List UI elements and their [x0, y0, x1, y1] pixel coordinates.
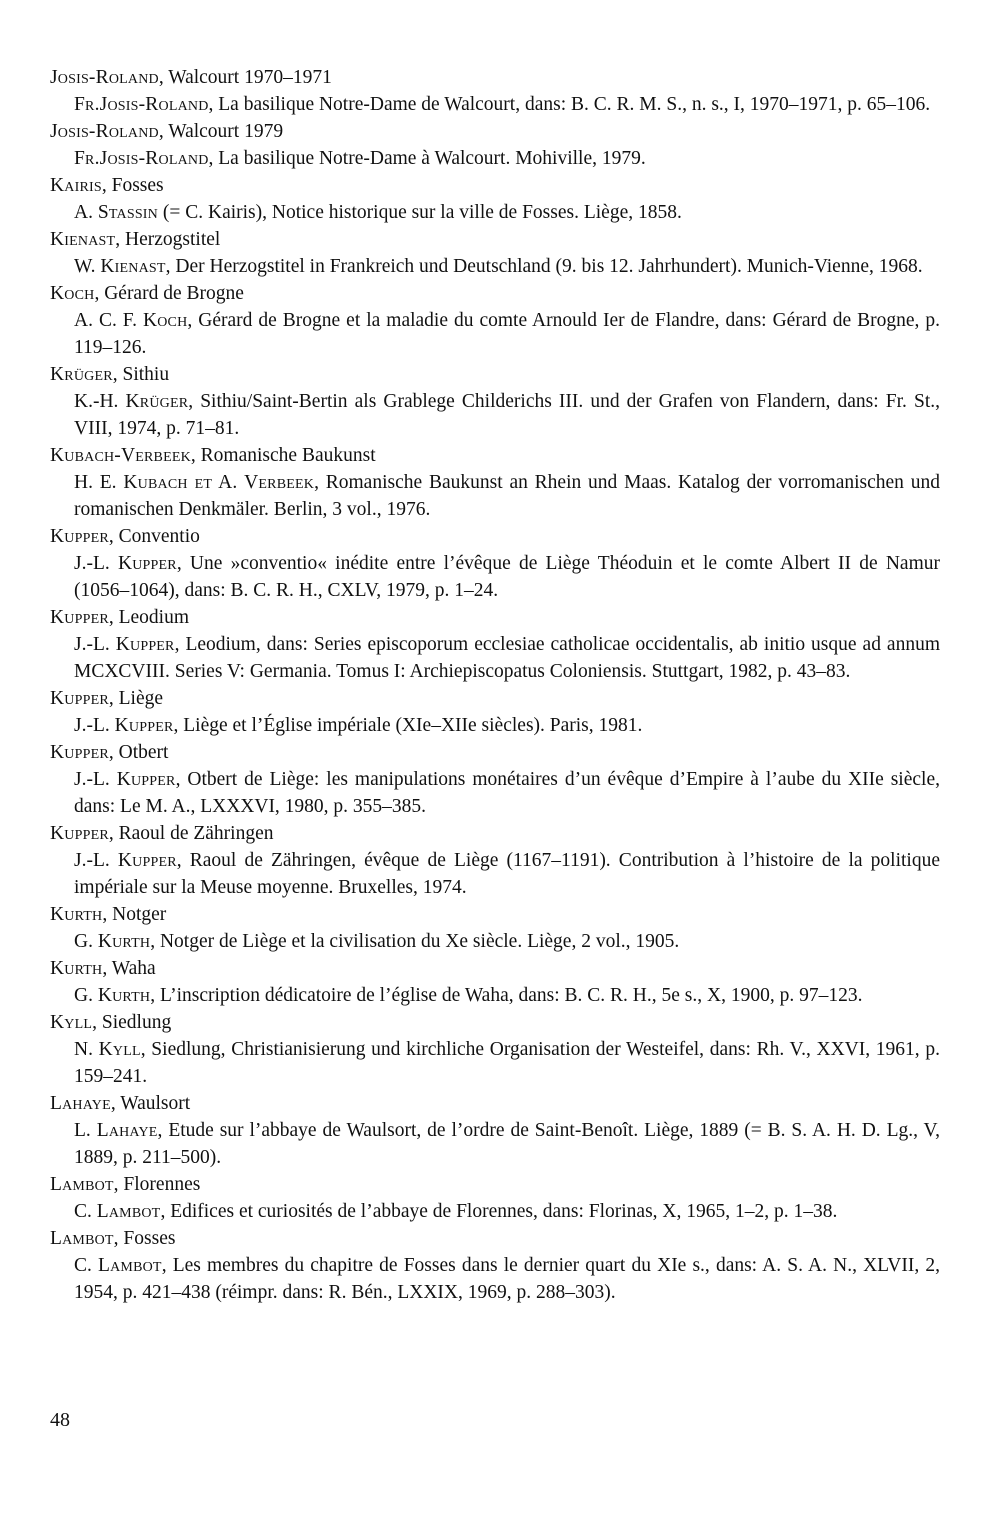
entry-short-author: Kupper [50, 526, 109, 547]
entry-ref-text: , La basilique Notre-Dame à Walcourt. Mohiville, 1979. [208, 148, 646, 169]
entry-full-reference [74, 1252, 940, 1306]
entry-ref-author: Kubach et A. Verbeek [123, 472, 315, 493]
entry-ref-text: , Gérard de Brogne et la maladie du comte Arnould Ier de Flandre, dans: Gérard de Brogne, p. 119–126. [74, 310, 940, 358]
bibliography-entry [50, 64, 940, 118]
entry-ref-text: , L’inscription dédicatoire de l’église de Waha, dans: B. C. R. H., 5e s., X, 1900, p. 97–123. [150, 985, 863, 1006]
bibliography-entry [50, 955, 940, 1009]
entry-ref-author: Kupper [116, 769, 176, 790]
entry-full-reference [74, 1117, 940, 1171]
bibliography-entry [50, 226, 940, 280]
entry-ref-text: , Notger de Liège et la civilisation du Xe siècle. Liège, 2 vol., 1905. [150, 931, 680, 952]
bibliography-entry [50, 523, 940, 604]
entry-short-title: , Waha [102, 958, 156, 979]
entry-short-title: , Florennes [113, 1174, 201, 1195]
entry-ref-text: , Sithiu/Saint-Bertin als Grablege Childerichs III. und der Grafen von Flandern, dans: Fr. St., VIII, 1974, p. 71–81. [74, 391, 940, 439]
entry-abbreviation [50, 442, 940, 469]
entry-ref-author: Kupper [114, 715, 174, 736]
entry-ref-initials: C. [74, 1255, 99, 1276]
entry-short-title: , Herzogstitel [115, 229, 221, 250]
entry-ref-author: Lahaye [96, 1120, 158, 1141]
entry-ref-text: , Siedlung, Christianisierung und kirchliche Organisation der Westeifel, dans: Rh. V., XXVI, 1961, p. 159–241. [74, 1039, 940, 1087]
entry-ref-author: Kurth [97, 931, 151, 952]
entry-abbreviation [50, 118, 940, 145]
entry-ref-text: , Leodium, dans: Series episcoporum ecclesiae catholicae occidentalis, ab initio usque ad annum MCXCVIII. Series V: Germania. Tomus I: Archiepiscopatus Coloniensis. Stuttgart, 1982, p. 43–83. [74, 634, 940, 682]
entry-ref-text: , Etude sur l’abbaye de Waulsort, de l’ordre de Saint-Benoît. Liège, 1889 (= B. S. A. H. D. Lg., V, 1889, p. 211–500). [74, 1120, 940, 1168]
entry-ref-initials: G. [74, 985, 98, 1006]
entry-abbreviation [50, 64, 940, 91]
entry-abbreviation [50, 1090, 940, 1117]
entry-ref-author: Lambot [96, 1201, 161, 1222]
entry-ref-text: , Une »conventio« inédite entre l’évêque de Liège Théoduin et le comte Albert II de Namur (1056–1064), dans: B. C. R. H., CXLV, 1979, p. 1–24. [74, 553, 940, 601]
entry-short-author: Krüger [50, 364, 113, 385]
entry-short-title: , Leodium [108, 607, 190, 628]
entry-abbreviation [50, 685, 940, 712]
entry-abbreviation [50, 955, 940, 982]
entry-ref-author: Kienast [100, 256, 166, 277]
entry-short-title: , Sithiu [112, 364, 170, 385]
entry-ref-initials: J.-L. [74, 553, 118, 574]
entry-ref-text: (= C. Kairis), Notice historique sur la ville de Fosses. Liège, 1858. [157, 202, 682, 223]
bibliography-entry [50, 361, 940, 442]
bibliography-entry [50, 685, 940, 739]
entry-full-reference [74, 982, 940, 1009]
entry-ref-author: Josis-Roland [99, 94, 209, 115]
entry-abbreviation [50, 901, 940, 928]
entry-ref-initials: A. [74, 202, 98, 223]
entry-abbreviation [50, 604, 940, 631]
entry-ref-text: , La basilique Notre-Dame de Walcourt, dans: B. C. R. M. S., n. s., I, 1970–1971, p. 65–106. [208, 94, 931, 115]
entry-short-title: , Romanische Baukunst [190, 445, 376, 466]
entry-ref-text: , Les membres du chapitre de Fosses dans le dernier quart du XIe s., dans: A. S. A. N., XLVII, 2, 1954, p. 421–438 (réimpr. dans: R. Bén., LXXIX, 1969, p. 288–303). [74, 1255, 940, 1303]
entry-ref-initials: W. [74, 256, 101, 277]
entry-ref-initials: C. [74, 1201, 97, 1222]
entry-short-author: Lambot [50, 1228, 114, 1249]
entry-ref-text: , Romanische Baukunst an Rhein und Maas. Katalog der vorromanischen und romanischen Denkmäler. Berlin, 3 vol., 1976. [74, 472, 940, 520]
entry-ref-text: , Liège et l’Église impériale (XIe–XIIe siècles). Paris, 1981. [173, 715, 643, 736]
entry-ref-author: Kupper [115, 634, 175, 655]
entry-short-author: Kupper [50, 742, 109, 763]
entry-full-reference [74, 307, 940, 361]
entry-ref-text: , Raoul de Zähringen, évêque de Liège (1167–1191). Contribution à l’histoire de la politique impériale sur la Meuse moyenne. Bruxelles, 1974. [74, 850, 940, 898]
entry-short-title: , Fosses [101, 175, 164, 196]
bibliography-entry [50, 1090, 940, 1171]
entry-full-reference [74, 469, 940, 523]
entry-full-reference [74, 631, 940, 685]
entry-full-reference [74, 550, 940, 604]
entry-ref-initials: J.-L. [74, 850, 118, 871]
entry-short-author: Kurth [50, 904, 103, 925]
entry-abbreviation [50, 820, 940, 847]
bibliography-entry [50, 901, 940, 955]
entry-full-reference [74, 91, 940, 118]
entry-short-title: , Raoul de Zähringen [108, 823, 274, 844]
entry-ref-author: Josis-Roland [99, 148, 209, 169]
entry-abbreviation [50, 523, 940, 550]
page-number: 48 [50, 1409, 70, 1431]
entry-abbreviation [50, 1009, 940, 1036]
entry-short-author: Kupper [50, 688, 109, 709]
entry-ref-initials: K.-H. [74, 391, 126, 412]
entry-short-title: , Walcourt 1970–1971 [158, 67, 332, 88]
bibliography-entry [50, 172, 940, 226]
entry-abbreviation [50, 361, 940, 388]
entry-ref-text: , Edifices et curiosités de l’abbaye de Florennes, dans: Florinas, X, 1965, 1–2, p. 1–38. [160, 1201, 838, 1222]
entry-abbreviation [50, 172, 940, 199]
entry-short-title: , Siedlung [92, 1012, 172, 1033]
entry-ref-initials: J.-L. [74, 769, 117, 790]
entry-full-reference [74, 712, 940, 739]
entry-short-author: Kurth [50, 958, 103, 979]
entry-short-author: Kubach-Verbeek [50, 445, 191, 466]
entry-short-author: Kupper [50, 607, 109, 628]
entry-short-author: Kupper [50, 823, 109, 844]
entry-ref-text: , Otbert de Liège: les manipulations monétaires d’un évêque d’Empire à l’aube du XIIe siècle, dans: Le M. A., LXXXVI, 1980, p. 355–385. [74, 769, 940, 817]
entry-ref-initials: J.-L. [74, 715, 115, 736]
entry-full-reference [74, 145, 940, 172]
entry-short-author: Josis-Roland [50, 67, 159, 88]
entry-short-title: , Walcourt 1979 [158, 121, 284, 142]
entry-ref-initials: J.-L. [74, 634, 116, 655]
entry-full-reference [74, 766, 940, 820]
entry-abbreviation [50, 280, 940, 307]
entry-ref-initials: L. [74, 1120, 97, 1141]
entry-short-title: , Fosses [113, 1228, 176, 1249]
entry-full-reference [74, 253, 940, 280]
bibliography-entry [50, 280, 940, 361]
entry-full-reference [74, 199, 940, 226]
entry-abbreviation [50, 1225, 940, 1252]
entry-short-title: , Waulsort [110, 1093, 191, 1114]
entry-ref-author: Kyll [98, 1039, 141, 1060]
entry-ref-initials: N. [74, 1039, 99, 1060]
entry-short-author: Lahaye [50, 1093, 111, 1114]
entry-short-author: Lambot [50, 1174, 114, 1195]
entry-short-title: , Otbert [108, 742, 169, 763]
entry-ref-author: Koch [142, 310, 188, 331]
entry-ref-author: Kupper [117, 553, 177, 574]
entry-ref-initials: A. C. F. [74, 310, 143, 331]
bibliography-entry [50, 1171, 940, 1225]
entry-full-reference [74, 847, 940, 901]
entry-short-title: , Gérard de Brogne [94, 283, 244, 304]
entry-ref-initials: G. [74, 931, 98, 952]
bibliography-entry [50, 1009, 940, 1090]
entry-full-reference [74, 1198, 940, 1225]
bibliography-entry [50, 820, 940, 901]
entry-ref-author: Kurth [97, 985, 151, 1006]
entry-ref-author: Stassin [97, 202, 158, 223]
entry-ref-initials: Fr. [74, 148, 100, 169]
entry-ref-author: Kupper [117, 850, 177, 871]
entry-short-author: Kyll [50, 1012, 93, 1033]
entry-full-reference [74, 388, 940, 442]
entry-ref-initials: Fr. [74, 94, 100, 115]
entry-short-title: , Liège [108, 688, 163, 709]
entry-full-reference [74, 1036, 940, 1090]
entry-short-author: Kairis [50, 175, 102, 196]
bibliography-entry [50, 604, 940, 685]
entry-short-author: Josis-Roland [50, 121, 159, 142]
entry-ref-text: , Der Herzogstitel in Frankreich und Deutschland (9. bis 12. Jahrhundert). Munich-Vienne, 1968. [165, 256, 923, 277]
entry-short-author: Koch [50, 283, 95, 304]
entry-abbreviation [50, 226, 940, 253]
bibliography-entry [50, 118, 940, 172]
entry-ref-author: Lambot [98, 1255, 162, 1276]
entry-short-title: , Notger [102, 904, 167, 925]
bibliography-entry [50, 739, 940, 820]
entry-short-author: Kienast [50, 229, 116, 250]
bibliography-entry [50, 1225, 940, 1306]
entry-ref-initials: H. E. [74, 472, 124, 493]
entry-ref-author: Krüger [125, 391, 189, 412]
bibliography-entry [50, 442, 940, 523]
entry-abbreviation [50, 1171, 940, 1198]
bibliography-page [50, 64, 940, 1306]
entry-full-reference [74, 928, 940, 955]
entry-short-title: , Conventio [108, 526, 200, 547]
entry-abbreviation [50, 739, 940, 766]
